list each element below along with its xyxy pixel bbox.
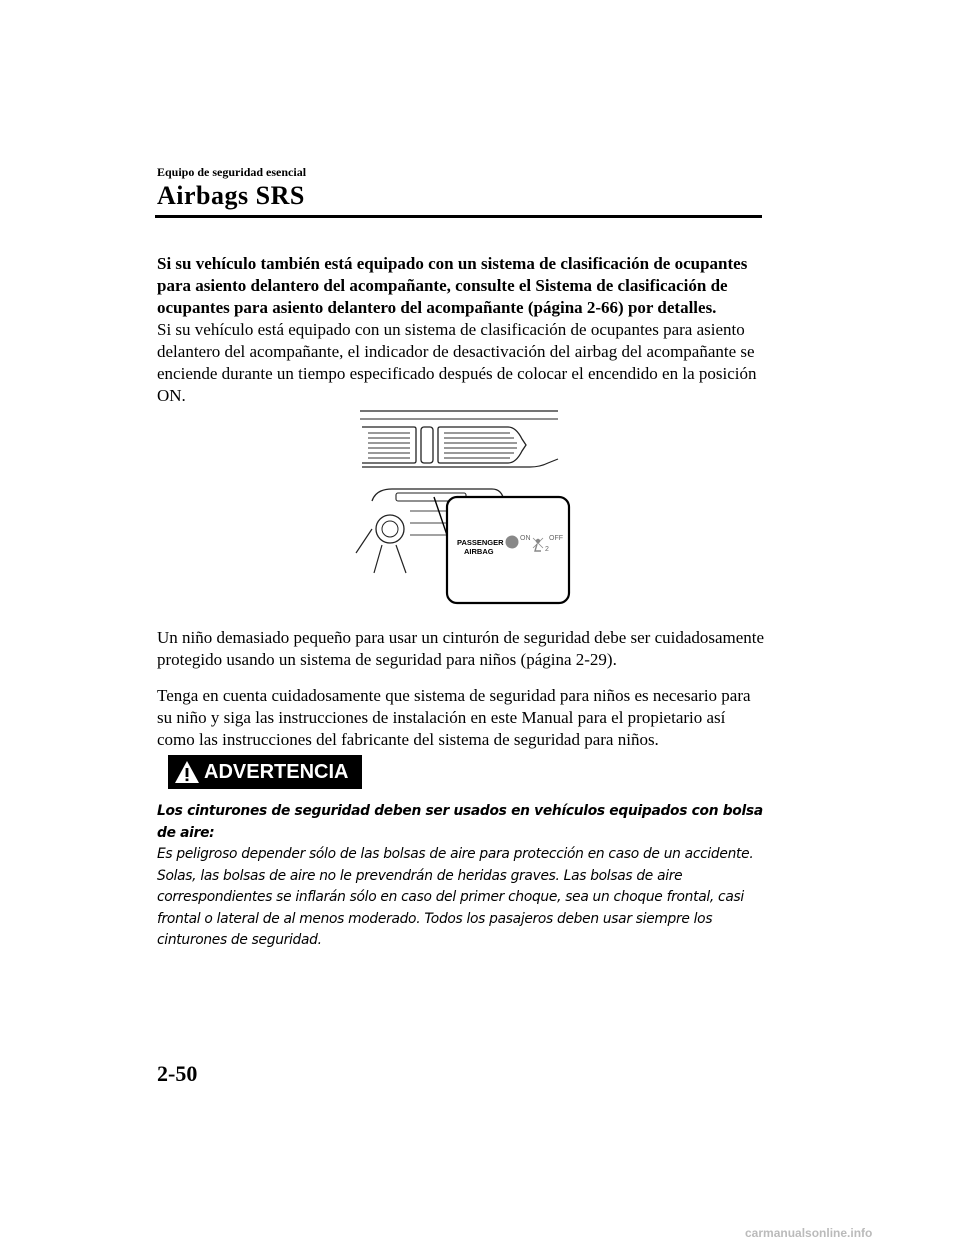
warning-block (157, 801, 767, 952)
page-title: Airbags SRS (157, 181, 305, 210)
bold-paragraph-text: Si su vehículo también está equipado con un sistema de clasificación de ocupantes para asiento delantero del acompañante, consulte el Sistema de clasificación de ocupantes para asiento delantero del acompañante (página 2-66) por detalles. (157, 254, 748, 317)
bold-paragraph (157, 253, 767, 319)
figure-label-passenger: PASSENGER (457, 538, 504, 547)
title-divider (155, 215, 762, 218)
warning-badge (168, 755, 362, 789)
figure-label-2: 2 (545, 546, 549, 553)
paragraph-child-restraint (157, 627, 767, 671)
dashboard-illustration (352, 405, 572, 608)
figure-label-on: ON (520, 535, 531, 542)
watermark: carmanualsonline.info (745, 1226, 873, 1240)
figure-label-off: OFF (549, 535, 563, 542)
paragraph-instructions (157, 685, 767, 751)
warning-heading: Los cinturones de seguridad deben ser usados en vehículos equipados con bolsa de aire: (157, 803, 763, 841)
paragraph-instructions-text: Tenga en cuenta cuidadosamente que sistema de seguridad para niños es necesario para su niño y siga las instrucciones de instalación en este Manual para el propietario así como las instrucciones del fabricante del sistema de seguridad para niños. (157, 686, 751, 749)
paragraph-indicator-text: Si su vehículo está equipado con un sistema de clasificación de ocupantes para asiento delantero del acompañante, el indicador de desactivación del airbag del acompañante se enciende durante un tiempo especificado después de colocar el encendido en la posición ON. (157, 320, 757, 405)
warning-triangle-icon (174, 759, 200, 785)
warning-badge-label: ADVERTENCIA (204, 760, 349, 783)
section-label: Equipo de seguridad esencial (157, 165, 307, 179)
dashboard-figure (352, 405, 572, 608)
paragraph-child-restraint-text: Un niño demasiado pequeño para usar un cinturón de seguridad debe ser cuidadosamente protegido usando un sistema de seguridad para niños (página 2-29). (157, 628, 765, 669)
figure-label-airbag: AIRBAG (464, 547, 494, 556)
warning-text: Es peligroso depender sólo de las bolsas de aire para protección en caso de un accidente. Solas, las bolsas de aire no le prevendrán de heridas graves. Las bolsas de aire correspondientes se inflarán sólo en caso del primer choque, sea un choque frontal, casi frontal o lateral de al menos moderado. Todos los pasajeros deben usar siempre los cinturones de seguridad. (157, 846, 754, 948)
page-number: 2-50 (157, 1061, 198, 1086)
paragraph-indicator (157, 319, 767, 407)
